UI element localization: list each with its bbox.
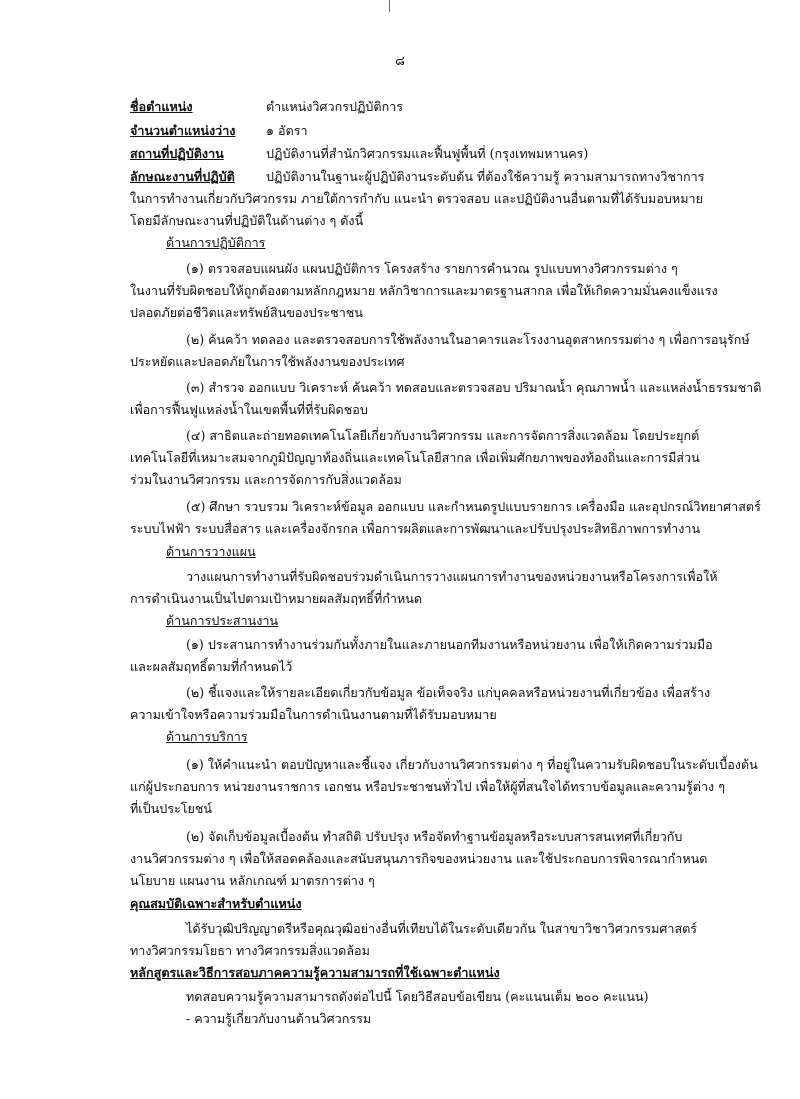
operations-item-1-cont: ในงานที่รับผิดชอบให้ถูกต้องตามหลักกฎหมาย หลักวิชาการและมาตรฐานสากล เพื่อให้เกิดความมั่นคงแข็งแรง xyxy=(130,283,718,298)
service-item-1-cont: ที่เป็นประโยชน์ xyxy=(130,801,213,816)
scan-mark xyxy=(389,0,390,12)
qualifications-text-2: ทางวิศวกรรมโยธา ทางวิศวกรรมสิ่งแวดล้อม xyxy=(130,943,370,958)
workplace-label: สถานที่ปฏิบัติงาน xyxy=(130,146,224,161)
operations-heading: ด้านการปฏิบัติการ xyxy=(166,235,266,250)
operations-item-1-cont: ปลอดภัยต่อชีวิตและทรัพย์สินของประชาชน xyxy=(130,305,363,320)
position-label: ชื่อตำแหน่ง xyxy=(130,99,193,114)
position-value: ตำแหน่งวิศวกรปฏิบัติการ xyxy=(266,99,404,114)
nature-text-2: ในการทำงานเกี่ยวกับวิศวกรรม ภายใต้การกำกับ แนะนำ ตรวจสอบ และปฏิบัติงานอื่นตามที่ได้รับมอบหมาย xyxy=(130,191,703,206)
coordination-item-1: (๑) ประสานการทำงานร่วมกันทั้งภายในและภายนอกทีมงานหรือหน่วยงาน เพื่อให้เกิดความร่วมมือ xyxy=(186,637,713,652)
nature-text-1: ปฏิบัติงานในฐานะผู้ปฏิบัติงานระดับต้น ที่ต้องใช้ความรู้ ความสามารถทางวิชาการ xyxy=(266,169,705,184)
operations-item-4: (๔) สาธิตและถ่ายทอดเทคโนโลยีเกี่ยวกับงานวิศวกรรม และการจัดการสิ่งแวดล้อม โดยประยุกต์ xyxy=(186,428,700,443)
qualifications-heading: คุณสมบัติเฉพาะสำหรับตำแหน่ง xyxy=(130,896,302,911)
curriculum-heading: หลักสูตรและวิธีการสอบภาคความรู้ความสามารถที่ใช้เฉพาะตำแหน่ง xyxy=(130,965,500,980)
service-item-2-cont: งานวิศวกรรมต่าง ๆ เพื่อให้สอดคล้องและสนับสนุนภารกิจของหน่วยงาน และใช้ประกอบการพิจารณากำหนด xyxy=(130,851,708,866)
service-item-1-cont: แก่ผู้ประกอบการ หน่วยงานราชการ เอกชน หรือประชาชนทั่วไป เพื่อให้ผู้ที่สนใจได้ทราบข้อมูลและความรู้ต่าง ๆ xyxy=(130,779,725,794)
operations-item-3: (๓) สำรวจ ออกแบบ วิเคราะห์ ค้นคว้า ทดสอบและตรวจสอบ ปริมาณน้ำ คุณภาพน้ำ และแหล่งน้ำธรรมชาติ xyxy=(186,380,762,395)
operations-item-4-cont: ร่วมในงานวิศวกรรม และการจัดการกับสิ่งแวดล้อม xyxy=(130,472,402,487)
service-item-2-cont: นโยบาย แผนงาน หลักเกณฑ์ มาตรการต่าง ๆ xyxy=(130,873,375,888)
operations-item-3-cont: เพื่อการฟื้นฟูแหล่งน้ำในเขตพื้นที่ที่รับผิดชอบ xyxy=(130,402,368,417)
planning-text-2: การดำเนินงานเป็นไปตามเป้าหมายผลสัมฤทธิ์ที่กำหนด xyxy=(130,591,423,606)
qualifications-text-1: ได้รับวุฒิปริญญาตรีหรือคุณวุฒิอย่างอื่นที่เทียบได้ในระดับเดียวกัน ในสาขาวิชาวิศวกรรมศาสตร์ xyxy=(186,921,698,936)
operations-item-5: (๕) ศึกษา รวบรวม วิเคราะห์ข้อมูล ออกแบบ และกำหนดรูปแบบรายการ เครื่องมือ และอุปกรณ์วิทยาศาสตร์ xyxy=(186,499,761,514)
count-value: ๑ อัตรา xyxy=(266,123,308,138)
coordination-item-2-cont: ความเข้าใจหรือความร่วมมือในการดำเนินงานตามที่ได้รับมอบหมาย xyxy=(130,707,497,722)
nature-text-3: โดยมีลักษณะงานที่ปฏิบัติในด้านต่าง ๆ ดังนี้ xyxy=(130,213,364,228)
coordination-heading: ด้านการประสานงาน xyxy=(166,613,279,628)
operations-item-4-cont: เทคโนโลยีที่เหมาะสมจากภูมิปัญญาท้องถิ่นและเทคโนโลยีสากล เพื่อเพิ่มศักยภาพของท้องถิ่นและการมีส่วน xyxy=(130,450,700,465)
service-item-1: (๑) ให้คำแนะนำ ตอบปัญหาและชี้แจง เกี่ยวกับงานวิศวกรรมต่าง ๆ ที่อยู่ในความรับผิดชอบในระดับเบื้องต้น xyxy=(186,757,758,772)
operations-item-2-cont: ประหยัดและปลอดภัยในการใช้พลังงานของประเทศ xyxy=(130,354,405,369)
curriculum-text-2: - ความรู้เกี่ยวกับงานด้านวิศวกรรม xyxy=(186,1011,372,1026)
coordination-item-2: (๒) ชี้แจงและให้รายละเอียดเกี่ยวกับข้อมูล ข้อเท็จจริง แก่บุคคลหรือหน่วยงานที่เกี่ยวข้อง เพื่อสร้าง xyxy=(186,685,711,700)
count-label: จำนวนตำแหน่งว่าง xyxy=(130,123,236,138)
nature-label: ลักษณะงานที่ปฏิบัติ xyxy=(130,169,235,184)
operations-item-2: (๒) ค้นคว้า ทดลอง และตรวจสอบการใช้พลังงานในอาคารและโรงงานอุตสาหกรรมต่าง ๆ เพื่อการอนุรักษ์ xyxy=(186,332,750,347)
planning-text-1: วางแผนการทำงานที่รับผิดชอบร่วมดำเนินการวางแผนการทำงานของหน่วยงานหรือโครงการเพื่อให้ xyxy=(186,569,718,584)
page-number: ๘ xyxy=(395,53,405,68)
curriculum-text-1: ทดสอบความรู้ความสามารถดังต่อไปนี้ โดยวิธีสอบข้อเขียน (คะแนนเต็ม ๒๐๐ คะแนน) xyxy=(186,989,649,1004)
service-heading: ด้านการบริการ xyxy=(166,729,248,744)
workplace-value: ปฏิบัติงานที่สำนักวิศวกรรมและฟื้นฟูพื้นที่ (กรุงเทพมหานคร) xyxy=(266,146,589,161)
service-item-2: (๒) จัดเก็บข้อมูลเบื้องต้น ทำสถิติ ปรับปรุง หรือจัดทำฐานข้อมูลหรือระบบสารสนเทศที่เกี่ยวกับ xyxy=(186,829,683,844)
planning-heading: ด้านการวางแผน xyxy=(166,544,256,559)
coordination-item-1-cont: และผลสัมฤทธิ์ตามที่กำหนดไว้ xyxy=(130,659,293,674)
operations-item-5-cont: ระบบไฟฟ้า ระบบสื่อสาร และเครื่องจักรกล เพื่อการผลิตและการพัฒนาและปรับปรุงประสิทธิภาพการทำงาน xyxy=(130,521,701,536)
operations-item-1: (๑) ตรวจสอบแผนผัง แผนปฏิบัติการ โครงสร้าง รายการคำนวณ รูปแบบทางวิศวกรรมต่าง ๆ xyxy=(186,261,678,276)
